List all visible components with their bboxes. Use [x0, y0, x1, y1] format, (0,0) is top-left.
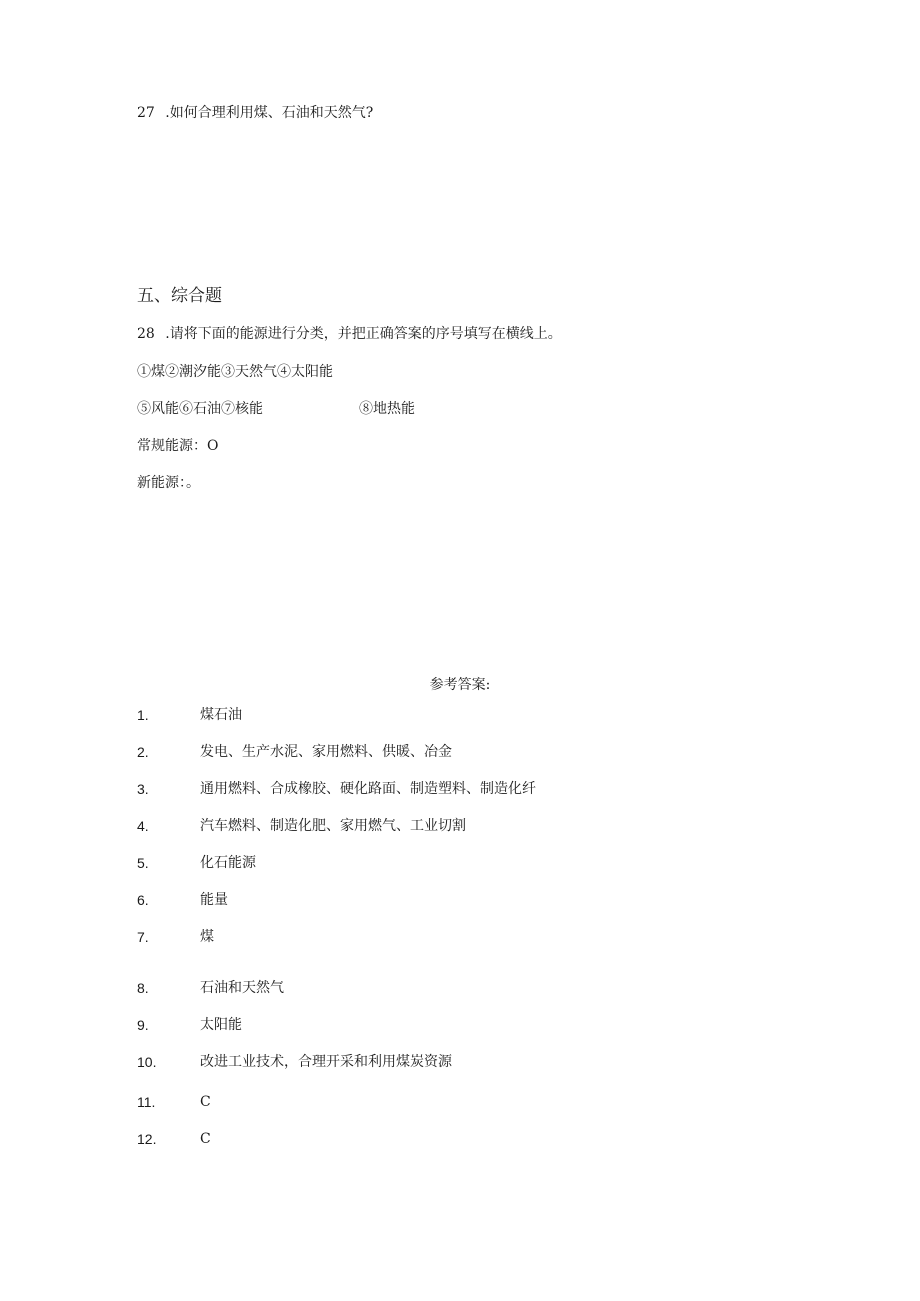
answer-text: 太阳能	[200, 1017, 242, 1033]
section-title: 五、综合题	[137, 286, 222, 306]
answer-text: 煤	[200, 929, 214, 945]
answer-text: 化石能源	[200, 855, 256, 871]
question-27	[137, 104, 373, 122]
answer-number: 12.	[137, 1131, 157, 1147]
answer-number: 11.	[137, 1094, 156, 1110]
options-group-a: ⑤风能⑥石油⑦核能	[137, 401, 263, 417]
answer-text: C	[200, 1131, 211, 1147]
new-energy-answer: 新能源：。	[137, 475, 200, 491]
answer-text: 改进工业技术，合理开采和利用煤炭资源	[200, 1054, 452, 1070]
answer-number: 8.	[137, 980, 149, 996]
options-line-1: ①煤②潮汐能③天然气④太阳能	[137, 364, 333, 380]
answer-number: 5.	[137, 855, 149, 871]
question-number: 27	[137, 105, 155, 121]
answer-number: 3.	[137, 781, 149, 797]
conventional-energy-answer: 常规能源：O	[137, 438, 219, 454]
answer-number: 9.	[137, 1017, 149, 1033]
answer-key-title: 参考答案:	[429, 677, 491, 693]
answer-text: 通用燃料、合成橡胶、硬化路面、制造塑料、制造化纤	[200, 781, 536, 797]
answer-text: 煤石油	[200, 707, 242, 723]
answer-number: 2.	[137, 744, 149, 760]
answer-text: 石油和天然气	[200, 980, 284, 996]
question-number: 28	[137, 326, 155, 342]
answer-number: 1.	[137, 707, 149, 723]
answer-number: 7.	[137, 929, 149, 945]
answer-text: 发电、生产水泥、家用燃料、供暖、冶金	[200, 744, 452, 760]
options-line-2	[137, 400, 263, 418]
question-text: .如何合理利用煤、石油和天然气?	[165, 105, 374, 121]
options-group-b: ⑧地热能	[359, 401, 415, 417]
question-text: .请将下面的能源进行分类，并把正确答案的序号填写在横线上。	[165, 326, 562, 342]
answer-number: 4.	[137, 818, 149, 834]
answer-number: 6.	[137, 892, 149, 908]
question-28	[137, 325, 562, 343]
answer-text: 汽车燃料、制造化肥、家用燃气、工业切割	[200, 818, 466, 834]
answer-number: 10.	[137, 1054, 157, 1070]
answer-text: 能量	[200, 892, 228, 908]
answer-text: C	[200, 1094, 211, 1110]
